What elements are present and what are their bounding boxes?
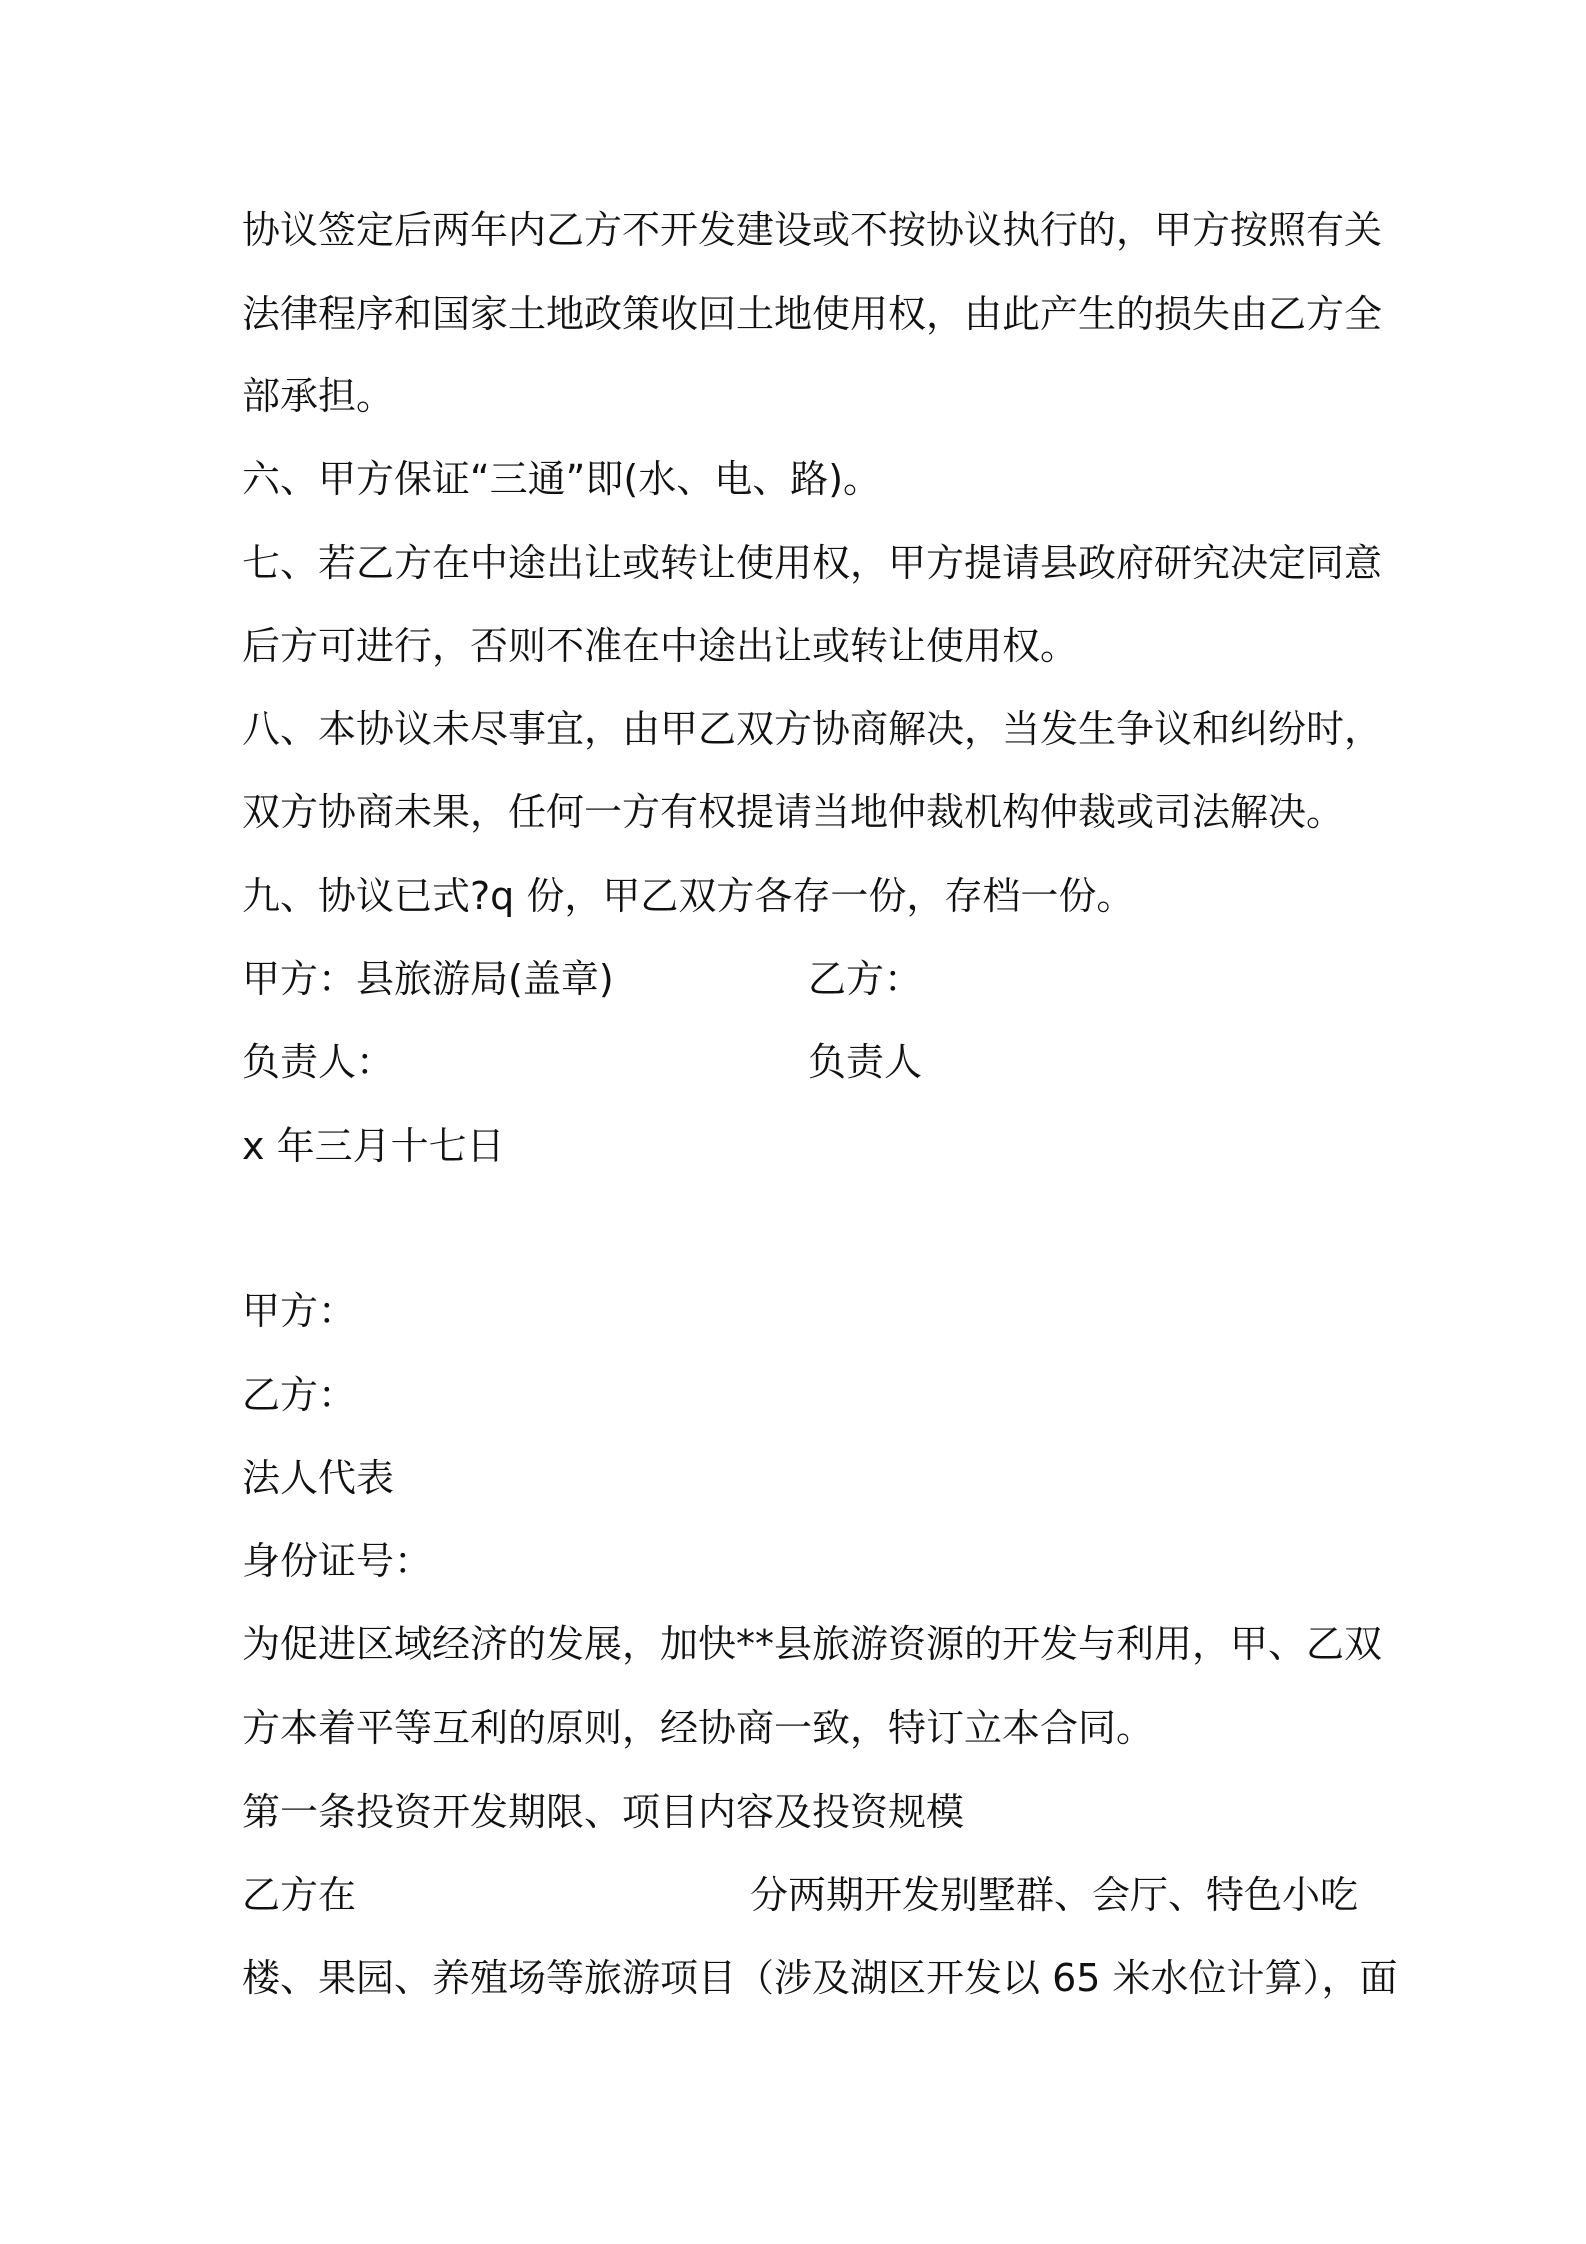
clause-six: 六、甲方保证“三通”即(水、电、路)。 bbox=[242, 457, 882, 501]
id-number: 身份证号： bbox=[242, 1539, 433, 1583]
signature-party-b: 乙方： bbox=[808, 957, 923, 1001]
body-line: 法律程序和国家土地政策收回土地使用权，由此产生的损失由乙方全 bbox=[242, 292, 1383, 336]
signature-date: x 年三月十七日 bbox=[242, 1124, 505, 1168]
intro-line: 为促进区域经济的发展，加快**县旅游资源的开发与利用，甲、乙双 bbox=[242, 1622, 1383, 1666]
contract-party-b: 乙方： bbox=[242, 1373, 357, 1417]
body-line: 双方协商未果，任何一方有权提请当地仲裁机构仲裁或司法解决。 bbox=[242, 790, 1345, 834]
signature-person-b: 负责人 bbox=[808, 1040, 923, 1084]
clause-seven: 七、若乙方在中途出让或转让使用权，甲方提请县政府研究决定同意 bbox=[242, 541, 1383, 585]
body-line: 后方可进行，否则不准在中途出让或转让使用权。 bbox=[242, 624, 1079, 668]
clause-nine: 九、协议已式?q 份，甲乙双方各存一份，存档一份。 bbox=[242, 874, 1135, 918]
article-line: 楼、果园、养殖场等旅游项目（涉及湖区开发以 65 米水位计算），面 bbox=[242, 1956, 1398, 2000]
clause-eight: 八、本协议未尽事宜，由甲乙双方协商解决，当发生争议和纠纷时， bbox=[242, 707, 1383, 751]
signature-party-a: 甲方：县旅游局(盖章) bbox=[242, 957, 614, 1001]
body-line: 部承担。 bbox=[242, 374, 395, 418]
signature-person-a: 负责人： bbox=[242, 1040, 395, 1084]
contract-party-a: 甲方： bbox=[242, 1289, 357, 1333]
article-line-right: 分两期开发别墅群、会厅、特色小吃 bbox=[750, 1873, 1359, 1917]
article-title: 第一条投资开发期限、项目内容及投资规模 bbox=[242, 1790, 965, 1834]
body-line: 协议签定后两年内乙方不开发建设或不按协议执行的，甲方按照有关 bbox=[242, 208, 1383, 252]
legal-representative: 法人代表 bbox=[242, 1456, 395, 1500]
intro-line: 方本着平等互利的原则，经协商一致，特订立本合同。 bbox=[242, 1706, 1155, 1750]
article-line-left: 乙方在 bbox=[242, 1873, 357, 1917]
